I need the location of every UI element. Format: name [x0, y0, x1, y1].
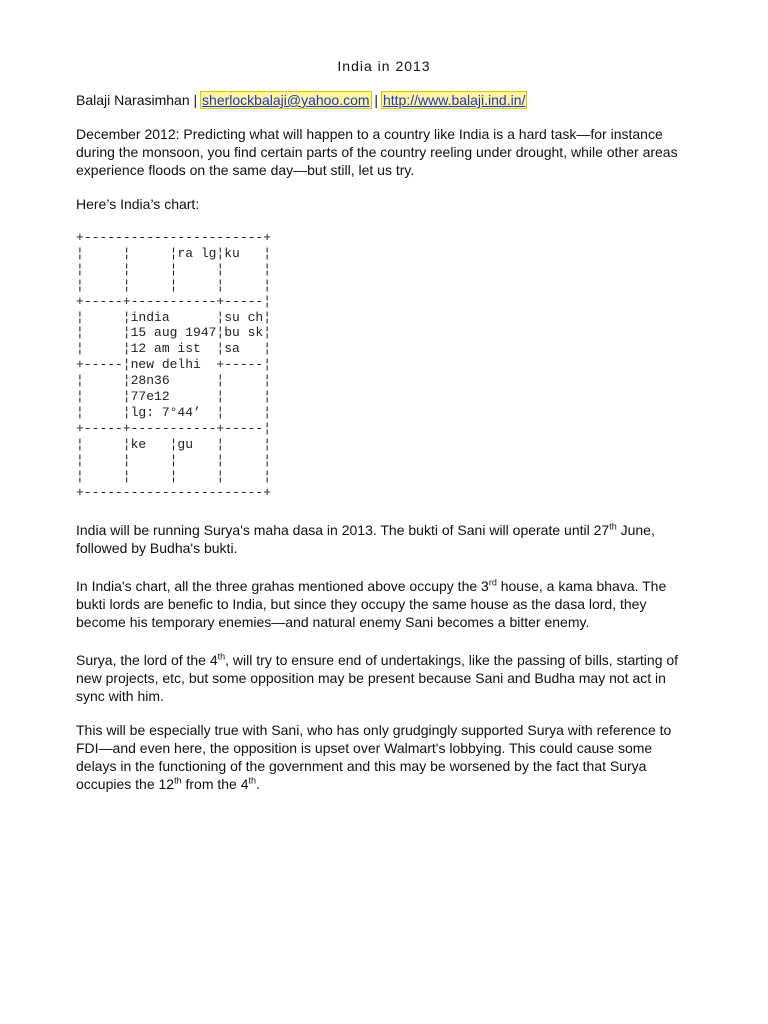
author-name: Balaji Narasimhan: [76, 92, 190, 108]
paragraph-dasa: India will be running Surya's maha dasa in 2013. The bukti of Sani will operate until 27th June, followed by Budha's bukti.: [76, 521, 655, 556]
paragraph-surya: Surya, the lord of the 4th, will try to ensure end of undertakings, like the passing of bills, starting of new projects, etc, but some opposition may be present because Sani and Budha may not act in sync with him.: [76, 651, 679, 704]
paragraph-grahas: In India's chart, all the three grahas mentioned above occupy the 3rd house, a kama bhava. The bukti lords are benefic to India, but since they occupy the same house as the dasa lord, they become his temporary enemies—and natural enemy Sani becomes a bitter enemy.: [76, 577, 667, 630]
document-title: India in 2013: [337, 58, 431, 74]
paragraph-chart-intro: Here’s India’s chart:: [76, 196, 200, 212]
byline: [76, 91, 526, 109]
website-link[interactable]: http://www.balaji.ind.in/: [382, 92, 526, 108]
paragraph-intro: December 2012: Predicting what will happen to a country like India is a hard task—for instance during the monsoon, you find certain parts of the country reeling under drought, while other areas experience floods on the same day—but still, let us try.: [76, 126, 678, 178]
paragraph-sani: This will be especially true with Sani, who has only grudgingly supported Surya with reference to FDI—and even here, the opposition is upset over Walmart's lobbying. This could cause some delays in the functioning of the government and this may be worsened by the fact that Surya occupies the 12th from the 4th.: [76, 722, 672, 792]
email-link[interactable]: sherlockbalaji@yahoo.com: [202, 92, 370, 108]
byline-separator-2: |: [370, 92, 382, 108]
byline-separator: |: [189, 92, 202, 108]
astrology-chart: +-----------------------+ ¦ ¦ ¦ra lg¦ku ¦ ¦ ¦ ¦ ¦ ¦ ¦ ¦ ¦ ¦ ¦ +-----+-----------+-----¦ ¦ ¦india ¦su ch¦ ¦ ¦15 aug 1947¦bu sk¦ ¦ ¦12 am ist ¦sa ¦ +-----¦new delhi +-----¦ ¦ ¦28n36 ¦ ¦ ¦ ¦77e12 ¦ ¦ ¦ ¦lg: 7°44’ ¦ ¦ +-----+-----------+-----¦ ¦ ¦ke ¦gu ¦ ¦ ¦ ¦ ¦ ¦ ¦ ¦ ¦ ¦ ¦ ¦ +-----------------------+: [76, 230, 272, 500]
